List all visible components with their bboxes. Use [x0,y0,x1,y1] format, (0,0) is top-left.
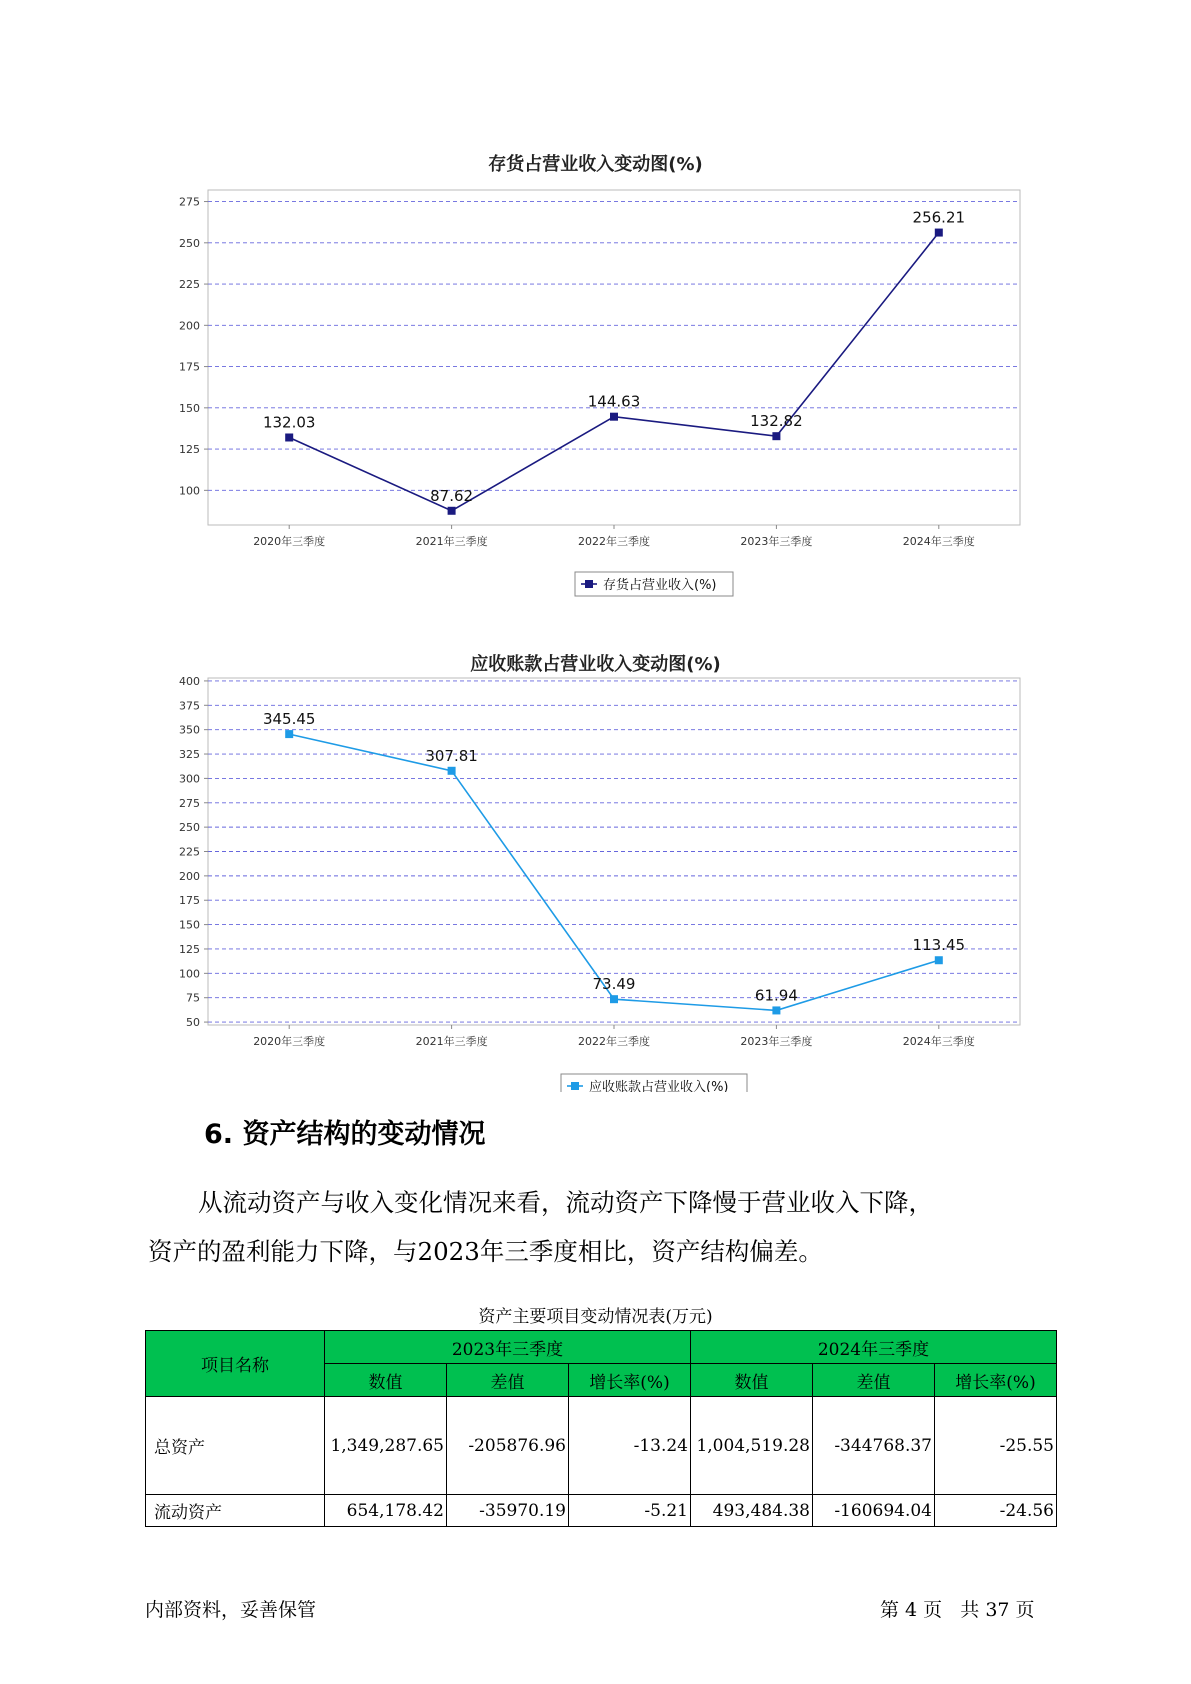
table-row [146,1397,1057,1495]
row-name: 流动资产 [146,1495,325,1527]
cell-diff-2023: -205876.96 [447,1397,569,1495]
y-tick-label: 50 [186,1016,200,1030]
cell-diff-2024: -344768.37 [813,1397,935,1495]
table-caption: 资产主要项目变动情况表(万元) [478,1307,713,1327]
x-tick-label: 2021年三季度 [415,1035,488,1048]
data-label: 73.49 [592,975,636,994]
legend-label: 应收账款占营业收入(%) [589,1080,729,1092]
data-point [772,432,780,440]
y-tick-label: 125 [179,443,200,457]
y-tick-label: 375 [179,699,200,713]
cell-value-2023: 654,178.42 [325,1495,447,1527]
data-label: 113.45 [912,936,966,955]
y-tick-label: 150 [179,401,200,415]
data-label: 132.03 [262,413,316,432]
y-tick-label: 325 [179,748,200,762]
cell-value-2024: 1,004,519.28 [691,1397,813,1495]
y-tick-label: 175 [179,360,200,374]
plot-area [208,190,1020,525]
x-tick-label: 2022年三季度 [578,1035,650,1048]
y-tick-label: 400 [179,674,200,688]
data-label: 256.21 [912,208,966,227]
cell-value-2024: 493,484.38 [691,1495,813,1527]
receivables-chart-title: 应收账款占营业收入变动图(%) [470,654,721,675]
y-tick-label: 100 [179,967,200,981]
cell-value-2023: 1,349,287.65 [325,1397,447,1495]
data-point [935,956,943,964]
header-growth-2024: 增长率(%) [935,1364,1057,1397]
y-tick-label: 175 [179,894,200,908]
header-period-2023: 2023年三季度 [325,1331,691,1364]
x-tick-label: 2021年三季度 [415,535,488,548]
section-heading: 6. 资产结构的变动情况 [204,1119,486,1150]
y-tick-label: 250 [179,236,200,250]
y-tick-label: 125 [179,942,200,956]
header-growth-2023: 增长率(%) [569,1364,691,1397]
x-tick-label: 2024年三季度 [902,1035,975,1048]
cell-growth-2024: -25.55 [935,1397,1057,1495]
data-label: 132.82 [750,412,803,431]
paragraph-line-1: 从流动资产与收入变化情况来看，流动资产下降慢于营业收入下降， [198,1188,933,1217]
data-point [285,730,293,738]
y-tick-label: 225 [179,845,200,859]
table-row [146,1495,1057,1527]
y-tick-label: 350 [179,723,200,737]
header-value-2024: 数值 [691,1364,813,1397]
data-label: 87.62 [430,486,474,505]
footer-right: 第 4 页 共 37 页 [880,1599,1035,1621]
data-label: 61.94 [754,986,798,1005]
header-period-2024: 2024年三季度 [691,1331,1057,1364]
header-item-name: 项目名称 [146,1331,325,1397]
y-tick-label: 275 [179,796,200,810]
data-point [448,767,456,775]
x-tick-label: 2023年三季度 [740,1035,813,1048]
header-diff-2023: 差值 [447,1364,569,1397]
data-point [935,229,943,237]
x-tick-label: 2023年三季度 [740,535,813,548]
assets-table [145,1330,1057,1527]
y-tick-label: 100 [179,484,200,498]
data-point [610,413,618,421]
x-tick-label: 2024年三季度 [902,535,975,548]
cell-growth-2024: -24.56 [935,1495,1057,1527]
inventory-chart-title: 存货占营业收入变动图(%) [488,154,703,175]
cell-diff-2024: -160694.04 [813,1495,935,1527]
y-tick-label: 150 [179,918,200,932]
header-value-2023: 数值 [325,1364,447,1397]
legend-marker [571,1082,579,1090]
footer-left: 内部资料，妥善保管 [145,1599,317,1621]
data-point [610,995,618,1003]
y-tick-label: 75 [186,991,200,1005]
data-point [772,1006,780,1014]
y-tick-label: 225 [179,278,200,292]
data-point [448,507,456,515]
x-tick-label: 2020年三季度 [253,535,326,548]
y-tick-label: 250 [179,821,200,835]
x-tick-label: 2022年三季度 [578,535,650,548]
inventory-chart [0,180,1191,640]
y-tick-label: 275 [179,195,200,209]
data-label: 345.45 [262,710,316,729]
data-point [285,433,293,441]
y-tick-label: 200 [179,869,200,883]
row-name: 总资产 [146,1397,325,1495]
data-label: 144.63 [587,392,641,411]
cell-diff-2023: -35970.19 [447,1495,569,1527]
paragraph-line-2: 资产的盈利能力下降，与2023年三季度相比，资产结构偏差。 [148,1237,823,1266]
data-label: 307.81 [425,746,478,765]
cell-growth-2023: -13.24 [569,1397,691,1495]
legend-marker [585,580,593,588]
x-tick-label: 2020年三季度 [253,1035,326,1048]
y-tick-label: 200 [179,319,200,333]
y-tick-label: 300 [179,772,200,786]
legend-label: 存货占营业收入(%) [603,578,717,593]
receivables-chart [0,672,1191,1092]
cell-growth-2023: -5.21 [569,1495,691,1527]
header-diff-2024: 差值 [813,1364,935,1397]
